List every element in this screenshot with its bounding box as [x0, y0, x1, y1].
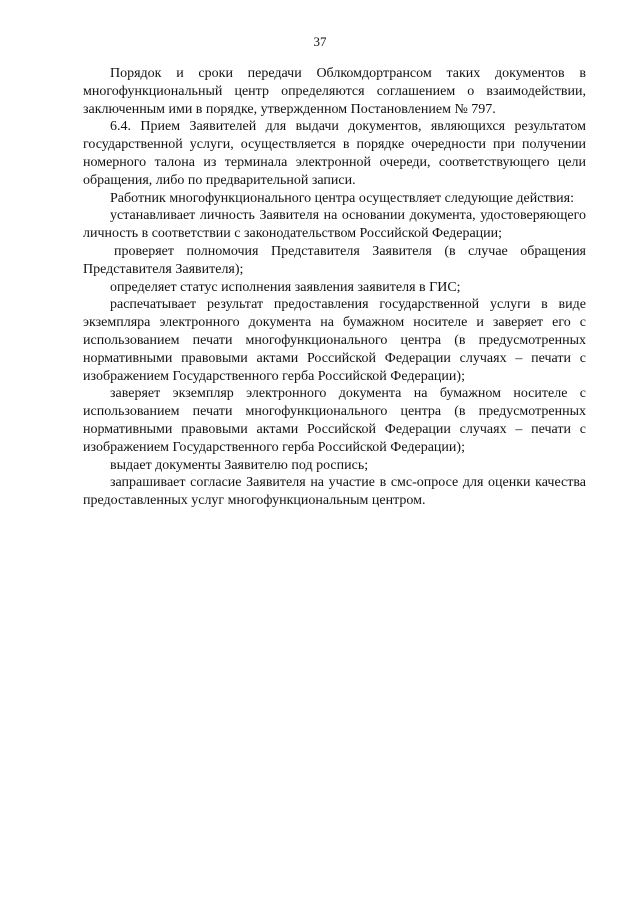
action-check-status: определяет статус исполнения заявления заявителя в ГИС;	[110, 279, 461, 295]
paragraph-6-4: 6.4. Прием Заявителей для выдачи документов, являющихся результатом государственной услуги, осуществляется в порядке очередности при получении номерного талона из терминала электронной очереди, соответствующего цели обращения, либо по предварительной записи.	[83, 119, 586, 188]
action-print-result: распечатывает результат предоставления государственной услуги в виде экземпляра электронного документа на бумажном носителе и заверяет его с использованием печати многофункционального центра (в предусмотренных нормативными правовыми актами Российской Федерации случаях – печати с изображением Государственного герба Российской Федерации);	[83, 297, 586, 384]
paragraph-worker-actions: Работник многофункционального центра осуществляет следующие действия:	[110, 190, 575, 206]
page-number: 37	[313, 34, 327, 49]
action-check-authority: проверяет полномочия Представителя Заявителя (в случае обращения Представителя Заявителя);	[83, 243, 586, 277]
paragraph-transfer-order: Порядок и сроки передачи Облкомдортрансом таких документов в многофункциональный центр определяются соглашением о взаимодействии, заключенным ими в порядке, утвержденном Постановлением № 797.	[83, 66, 586, 117]
action-certify-copy: заверяет экземпляр электронного документа на бумажном носителе с использованием печати многофункционального центра (в предусмотренных нормативными правовыми актами Российской Федерации случаях – печати с изображением Государственного герба Российской Федерации);	[83, 386, 586, 455]
action-request-survey: запрашивает согласие Заявителя на участие в смс-опросе для оценки качества предоставленных услуг многофункциональным центром.	[83, 475, 586, 509]
action-issue-documents: выдает документы Заявителю под роспись;	[110, 457, 369, 473]
action-identify: устанавливает личность Заявителя на основании документа, удостоверяющего личность в соответствии с законодательством Российской Федерации;	[83, 208, 586, 242]
document-body	[83, 65, 586, 510]
